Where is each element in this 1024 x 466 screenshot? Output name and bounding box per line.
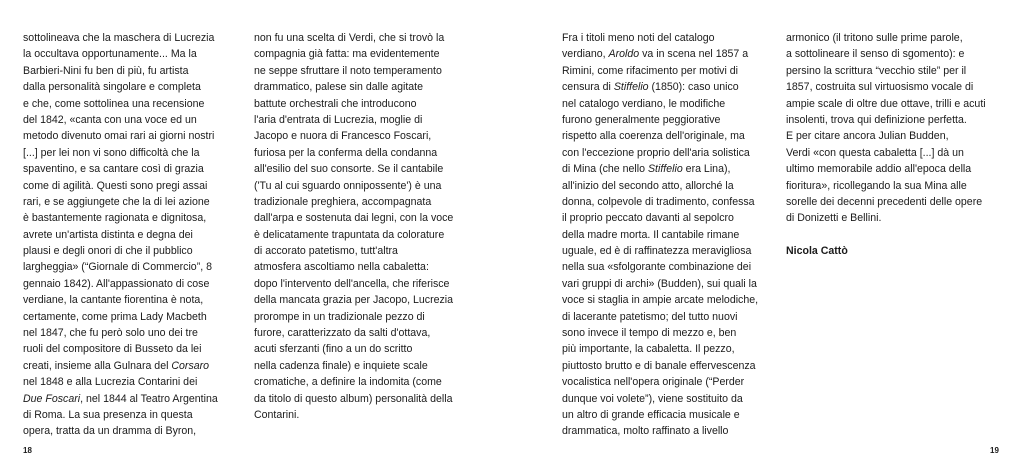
text-line: nella sua «sfolgorante combinazione dei	[562, 261, 752, 274]
spacer	[786, 227, 986, 243]
text-line: è bastantemente ragionata e dignitosa,	[23, 212, 207, 225]
text-line: tradizionale preghiera, accompagnata	[254, 195, 432, 208]
text-line: spaventino, e sa cantare così di grazia	[23, 163, 204, 176]
text-line: largheggia» (“Giornale di Commercio”, 8	[23, 261, 213, 274]
text-line: insolenti, trova qui definizione perfetta.	[786, 113, 967, 126]
text-line: Rimini, come rifacimento per motivi di	[562, 64, 739, 77]
text-line: vari gruppi di archi» (Budden), sui quali la	[562, 277, 757, 290]
text-line: creati, insieme alla Gulnara del Corsaro	[23, 359, 210, 372]
right-page-column-2	[786, 30, 986, 259]
text-line: di Mina (che nello Stiffelio era Lina),	[562, 163, 731, 176]
text-line: l'aria d'entrata di Lucrezia, moglie di	[254, 113, 423, 126]
text-line: la occultava opportunamente... Ma la	[23, 48, 197, 61]
text-line: il proprio peccato davanti al sepolcro	[562, 212, 734, 225]
text-line: Fra i titoli meno noti del catalogo	[562, 32, 715, 44]
text-line: con l'eccezione proprio dell'aria solistica	[562, 146, 750, 159]
text-line: verdiane, la cantante fiorentina è nota,	[23, 294, 204, 307]
text-line: nel catalogo verdiano, le modifiche	[562, 97, 726, 110]
text-line: Barbieri-Nini fu ben di più, fu artista	[23, 64, 189, 77]
text-line: plausi e degli onori di che il pubblico	[23, 245, 193, 258]
text-line: drammatica, molto raffinato a livello	[562, 425, 729, 438]
text-line: sono invece il tempo di mezzo e, ben	[562, 327, 737, 340]
text-line: ne seppe sfruttare il noto temperamento	[254, 64, 442, 77]
text-line: dopo l'intervento dell'ancella, che riferisce	[254, 277, 450, 290]
text-line: ('Tu al cui sguardo onnipossente') è una	[254, 179, 442, 192]
text-line: nel 1847, che fu però solo uno dei tre	[23, 327, 198, 340]
text-line: è delicatamente trapuntata da colorature	[254, 228, 445, 241]
text-line: furiosa per la conferma della condanna	[254, 146, 438, 159]
page-number-right: 19	[990, 446, 999, 455]
text-line: persino la scrittura “vecchio stile” per il	[786, 64, 967, 77]
text-line: ampie scale di oltre due ottave, trilli e acuti	[786, 97, 986, 110]
text-line: ruoli del compositore di Busseto da lei	[23, 343, 202, 356]
text-line: piuttosto brutto e di banale effervescenza	[562, 359, 756, 372]
text-line: di Roma. La sua presenza in questa	[23, 408, 193, 421]
text-line: compagnia già fatta: ma evidentemente	[254, 48, 440, 61]
text-line: censura di Stiffelio (1850): caso unico	[562, 81, 739, 94]
text-line: da titolo di questo album) personalità della	[254, 392, 453, 405]
text-line: uguale, ed è di raffinatezza meravigliosa	[562, 245, 752, 258]
text-line: 1857, costruita sul virtuosismo vocale di	[786, 81, 974, 94]
text-line: acuti sferzanti (fino a un do scritto	[254, 343, 413, 356]
text-line: Verdi «con questa cabaletta [...] dà un	[786, 146, 964, 159]
text-line: Due Foscari, nel 1844 al Teatro Argentina	[23, 392, 218, 405]
text-line: dall'arpa e sostenuta dai legni, con la voce	[254, 212, 454, 225]
text-line: avrete un'artista distinta e degna dei	[23, 228, 193, 241]
text-line: nella cadenza finale) e inquiete scale	[254, 359, 428, 372]
text-line: voce si staglia in ampie arcate melodiche,	[562, 294, 759, 307]
text-line: della madre morta. Il cantabile rimane	[562, 228, 740, 241]
text-line: dunque voi volete”), viene sostituito da	[562, 392, 743, 405]
text-line: gennaio 1842). All'appassionato di cose	[23, 277, 210, 290]
text-line: sorelle dei decenni precedenti delle opere	[786, 195, 983, 208]
text-line: drammatico, palese sin dalle agitate	[254, 81, 424, 94]
text-line: fioritura», ricollegando la sua Mina alle	[786, 179, 967, 192]
right-page-column-1	[562, 30, 758, 440]
text-line: metodo divenuto omai rari ai giorni nostri	[23, 130, 215, 143]
left-page-column-2	[254, 30, 453, 423]
text-line: di Donizetti e Bellini.	[786, 212, 882, 225]
text-line: furore, caratterizzato da salti d'ottava,	[254, 327, 431, 340]
text-line: certamente, come prima Lady Macbeth	[23, 310, 207, 323]
text-line: di lacerante patetismo; del tutto nuovi	[562, 310, 738, 323]
text-line: un altro di grande efficacia musicale e	[562, 408, 740, 421]
text-line: rispetto alla coerenza dell'originale, ma	[562, 130, 745, 143]
text-line: all'esilio del suo consorte. Se il cantabile	[254, 163, 444, 176]
text-line: [...] per lei non vi sono difficoltà che la	[23, 146, 200, 159]
text-line: donna, colpevole di tradimento, confessa	[562, 195, 755, 208]
text-line: Jacopo e nuora di Francesco Foscari,	[254, 130, 432, 143]
text-line: ultimo memorabile addio all'epoca della	[786, 163, 972, 176]
text-line: E per citare ancora Julian Budden,	[786, 130, 949, 143]
text-line: sottolineava che la maschera di Lucrezia	[23, 32, 215, 44]
text-line: di accorato patetismo, tutt'altra	[254, 245, 398, 258]
author-signature: Nicola Cattò	[786, 245, 848, 258]
text-line: all'inizio del secondo atto, allorché la	[562, 179, 734, 192]
text-line: prorompe in un tradizionale pezzo di	[254, 310, 425, 323]
text-line: furono generalmente peggiorative	[562, 113, 721, 126]
text-line: armonico (il tritono sulle prime parole,	[786, 32, 963, 44]
text-line: a sottolineare il senso di sgomento): e	[786, 48, 965, 61]
text-line: dalla personalità singolare e completa	[23, 81, 201, 94]
text-line: verdiano, Aroldo va in scena nel 1857 a	[562, 48, 749, 61]
text-line: e che, come sottolinea una recensione	[23, 97, 205, 110]
left-page-column-1	[23, 30, 218, 440]
text-line: rari, e se aggiungete che la di lei azione	[23, 195, 210, 208]
text-line: più importante, la cabaletta. Il pezzo,	[562, 343, 735, 356]
right-page	[512, 0, 1024, 466]
text-line: della mancata grazia per Jacopo, Lucrezia	[254, 294, 454, 307]
text-line: come di agilità. Questi sono pregi assai	[23, 179, 208, 192]
text-line: atmosfera ascoltiamo nella cabaletta:	[254, 261, 429, 274]
text-line: vocalistica nell'opera originale (“Perder	[562, 376, 745, 389]
text-line: battute orchestrali che introducono	[254, 97, 417, 110]
text-line: Contarini.	[254, 408, 300, 421]
text-line: opera, tratta da un dramma di Byron,	[23, 425, 197, 438]
page-number-left: 18	[23, 446, 32, 455]
text-line: non fu una scelta di Verdi, che si trovò la	[254, 32, 445, 44]
text-line: nel 1848 e alla Lucrezia Contarini dei	[23, 376, 198, 389]
text-line: del 1842, «canta con una voce ed un	[23, 113, 197, 126]
text-line: cromatiche, a definire la indomita (come	[254, 376, 442, 389]
